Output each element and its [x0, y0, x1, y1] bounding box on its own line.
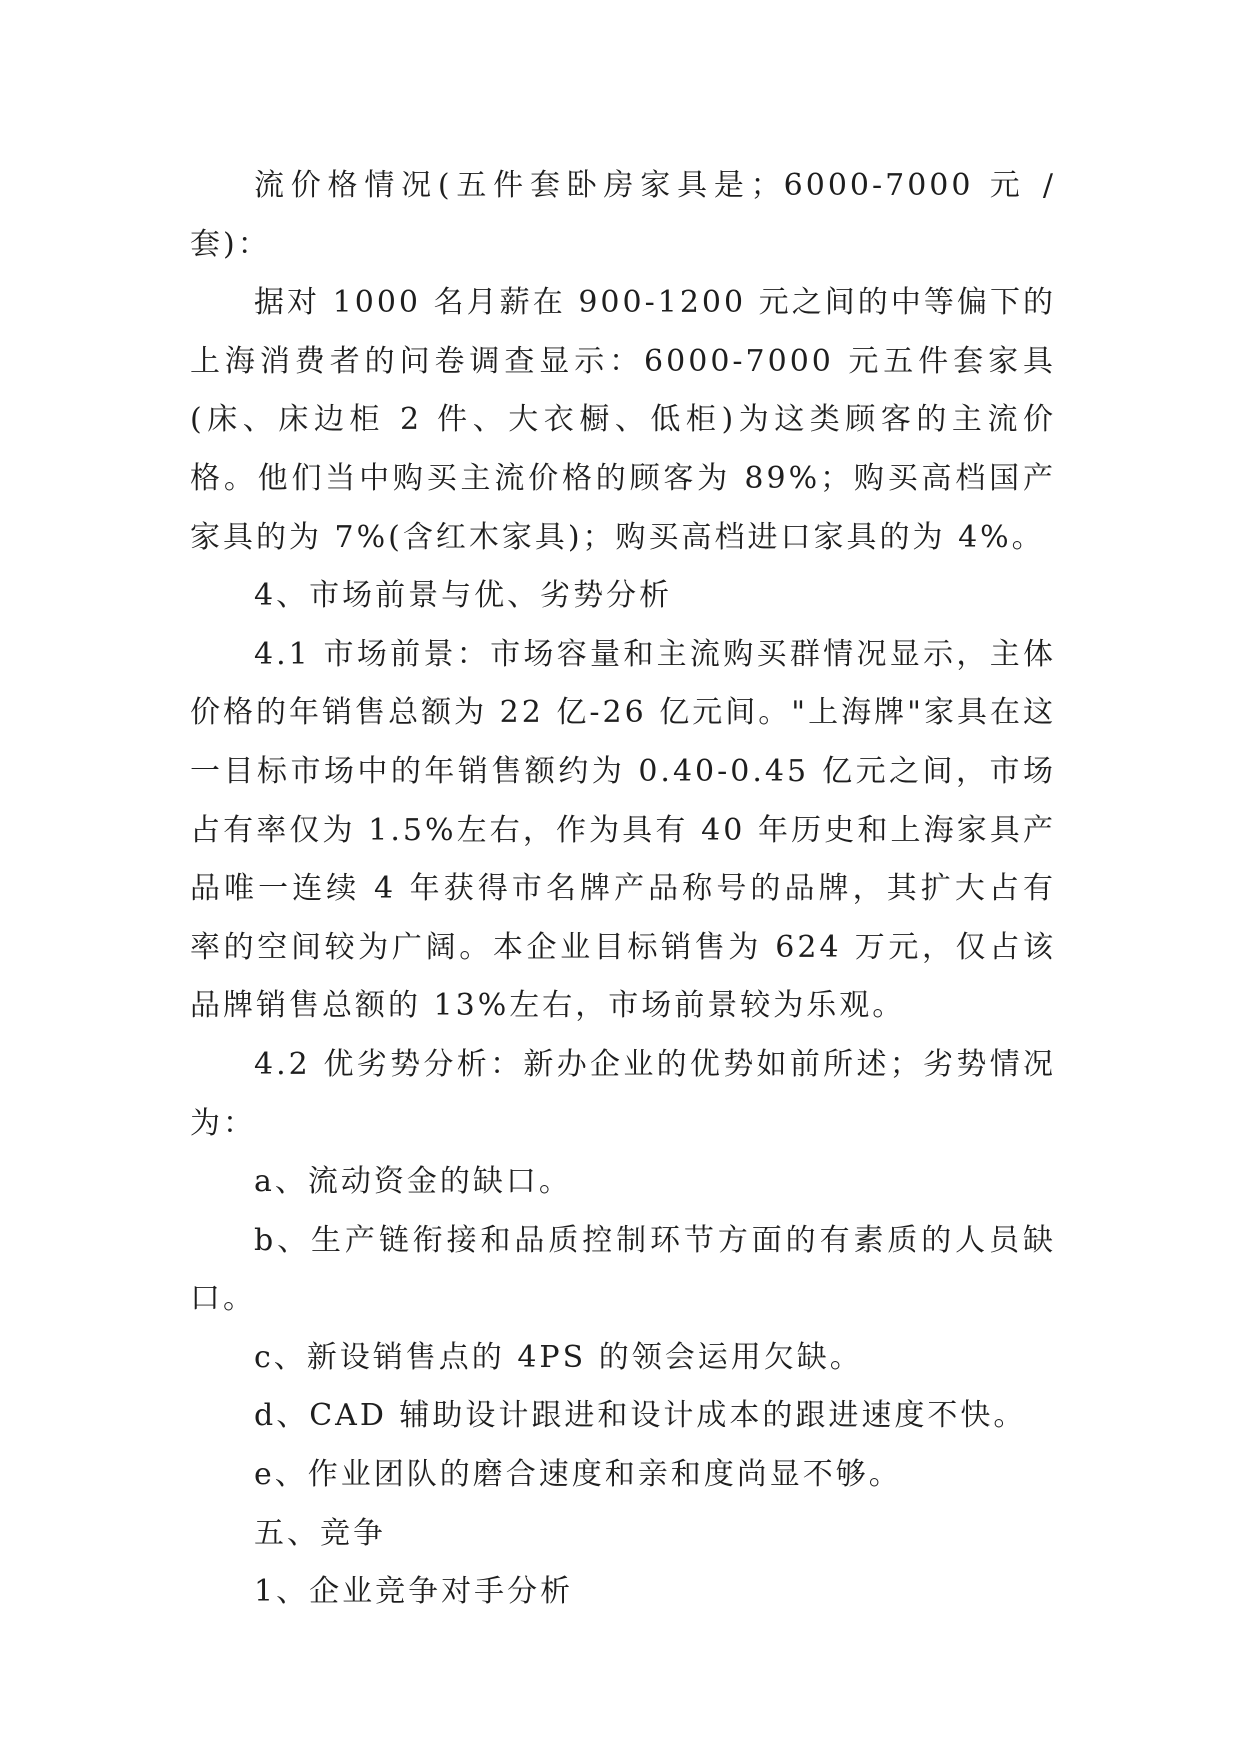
list-item-weakness-b: b、生产链衔接和品质控制环节方面的有素质的人员缺口。: [190, 1222, 1056, 1317]
section-5-1-heading: 1、企业竞争对手分析: [254, 1574, 574, 1610]
list-item-weakness-a: a、流动资金的缺口。: [254, 1164, 572, 1200]
section-4-heading: 4、市场前景与优、劣势分析: [254, 578, 673, 614]
document-body: [190, 157, 1069, 1622]
list-item-weakness-e: e、作业团队的磨合速度和亲和度尚显不够。: [254, 1457, 902, 1493]
section-5-heading: 五、竞争: [254, 1515, 386, 1551]
paragraph-section-4-1: 4.1 市场前景：市场容量和主流购买群情况显示，主体价格的年销售总额为 22 亿-26 亿元间。"上海牌"家具在这一目标市场中的年销售额约为 0.40-0.45 亿元之间，市场占有率仅为 1.5%左右，作为具有 40 年历史和上海家具产品唯一连续 4 年获得市名牌产品称号的品牌，其扩大占有率的空间较为广阔。本企业目标销售为 624 万元，仅占该品牌销售总额的 13%左右，市场前景较为乐观。: [190, 636, 1056, 1024]
list-item-weakness-c: c、新设销售点的 4PS 的领会运用欠缺。: [254, 1339, 863, 1375]
paragraph-mainstream-price-heading: 流价格情况(五件套卧房家具是；6000-7000 元 / 套)：: [190, 168, 1069, 262]
paragraph-survey-result: 据对 1000 名月薪在 900-1200 元之间的中等偏下的上海消费者的问卷调查显示：6000-7000 元五件套家具(床、床边柜 2 件、大衣橱、低柜)为这类顾客的主流价格。他们当中购买主流价格的顾客为 89%；购买高档国产家具的为 7%(含红木家具)；购买高档进口家具的为 4%。: [190, 285, 1056, 555]
paragraph-section-4-2: 4.2 优劣势分析：新办企业的优势如前所述；劣势情况为：: [190, 1046, 1056, 1141]
list-item-weakness-d: d、CAD 辅助设计跟进和设计成本的跟进速度不快。: [254, 1398, 1027, 1434]
